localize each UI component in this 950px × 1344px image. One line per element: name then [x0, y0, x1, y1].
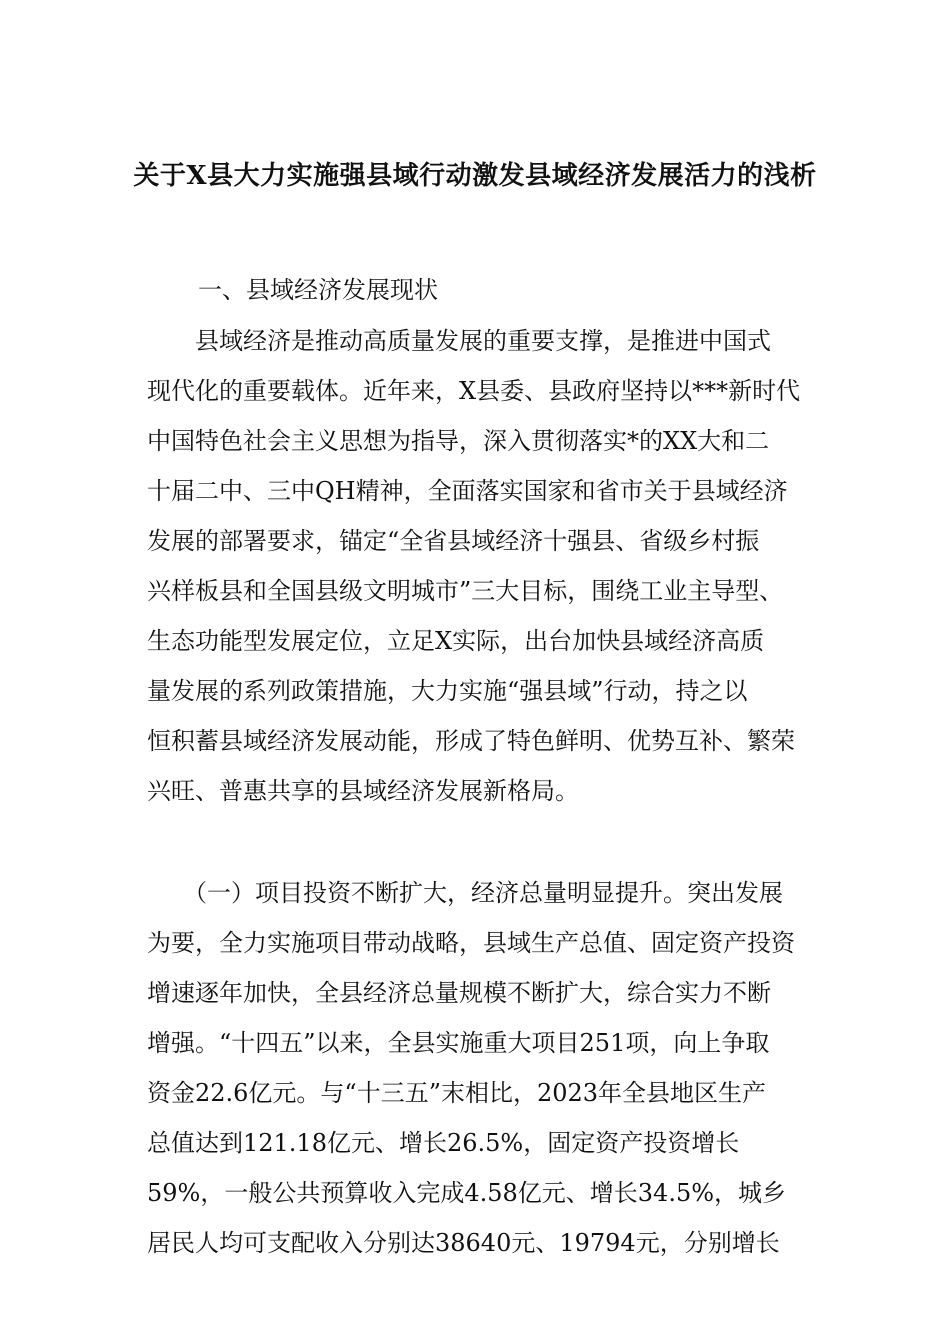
text-line: 中国特色社会主义思想为指导，深入贯彻落实*的XX大和二	[147, 427, 770, 455]
text-line: 现代化的重要载体。近年来，X县委、县政府坚持以***新时代	[147, 377, 801, 405]
text-line: 资金22.6亿元。与“十三五”末相比，2023年全县地区生产	[147, 1079, 767, 1107]
text-line: 兴样板县和全国县级文明城市”三大目标，围绕工业主导型、	[147, 577, 784, 605]
text-line: 59%，一般公共预算收入完成4.58亿元、增长34.5%，城乡	[147, 1179, 787, 1207]
document-title: 关于X县大力实施强县域行动激发县域经济发展活力的浅析	[133, 161, 817, 191]
text-line: 为要，全力实施项目带动战略，县域生产总值、固定资产投资	[147, 929, 795, 957]
text-line: 十届二中、三中QH精神，全面落实国家和省市关于县域经济	[147, 477, 788, 505]
text-line: 增速逐年加快，全县经济总量规模不断扩大，综合实力不断	[147, 979, 771, 1007]
paragraph-investment	[147, 868, 807, 1268]
text-line: 量发展的系列政策措施，大力实施“强县域”行动，持之以	[147, 677, 748, 705]
text-line: 生态功能型发展定位，立足X实际，出台加快县域经济高质	[147, 627, 765, 655]
text-line: 总值达到121.18亿元、增长26.5%，固定资产投资增长	[147, 1129, 740, 1157]
paragraph-overview	[147, 316, 807, 816]
text-line: 增强。“十四五”以来，全县实施重大项目251项，向上争取	[147, 1029, 770, 1057]
text-line: （一）项目投资不断扩大，经济总量明显提升。突出发展	[147, 879, 783, 907]
text-line: 发展的部署要求，锚定“全省县域经济十强县、省级乡村振	[147, 527, 760, 555]
text-line: 居民人均可支配收入分别达38640元、19794元，分别增长	[147, 1229, 780, 1257]
text-line: 县域经济是推动高质量发展的重要支撑，是推进中国式	[147, 327, 771, 355]
section-heading: 一、县域经济发展现状	[198, 276, 438, 304]
text-line: 兴旺、普惠共享的县域经济发展新格局。	[147, 777, 579, 805]
text-line: 恒积蓄县域经济发展动能，形成了特色鲜明、优势互补、繁荣	[147, 727, 795, 755]
